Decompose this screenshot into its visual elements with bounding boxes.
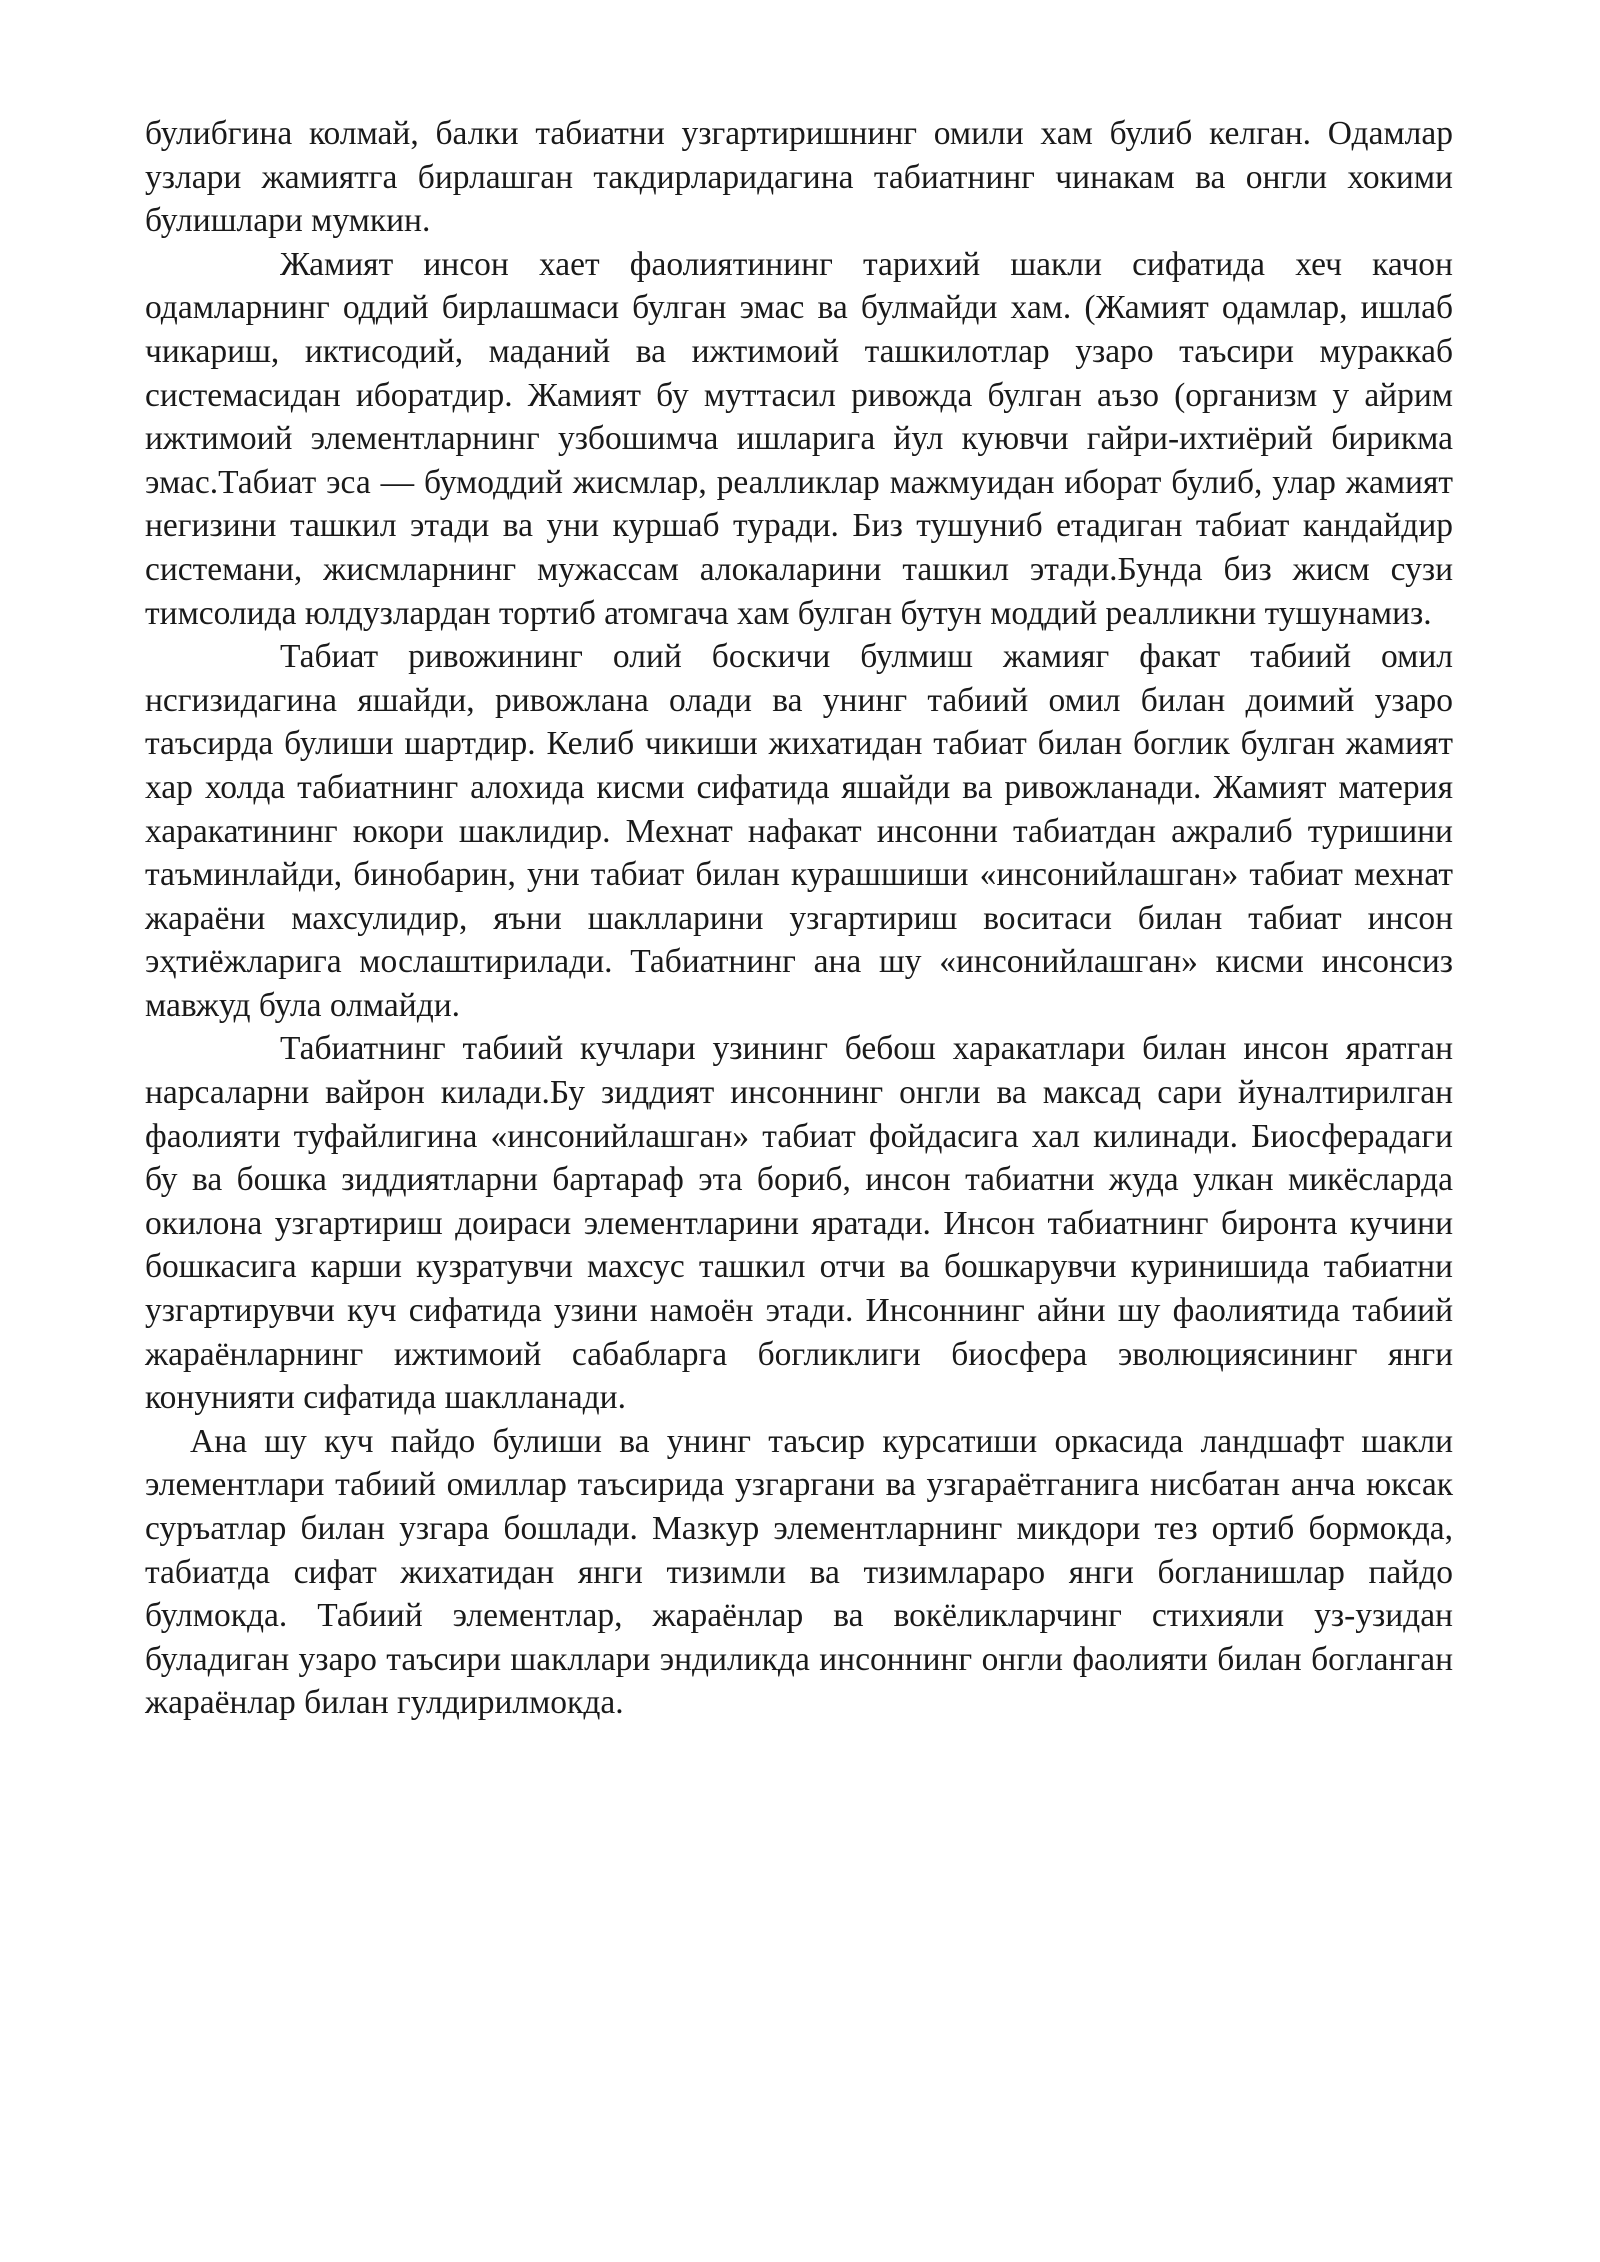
paragraph-2: Жамият инсон хает фаолиятининг тарихий шакли сифатида хеч качон одамларнинг оддий бирлашмаси булган эмас ва булмайди хам. (Жамият одамлар, ишлаб чикариш, иктисодий, маданий ва ижтимоий ташкилотлар узаро таъсири мураккаб системасидан иборатдир. Жамият бу муттасил ривожда булган аъзо (организм у айрим ижтимоий элементларнинг узбошимча ишларига йул куювчи гайри-ихтиёрий бирикма эмас.Табиат эса — бумоддий жисмлар, реалликлар мажмуидан иборат булиб, улар жамият негизини ташкил этади ва уни куршаб туради. Биз тушуниб етадиган табиат кандайдир системани, жисмларнинг мужассам алокаларини ташкил этади.Бунда биз жисм сузи тимсолида юлдузлардан тортиб атомгача хам булган бутун моддий реалликни тушунамиз. bbox=[145, 245, 1453, 632]
document-page bbox=[145, 112, 1453, 1725]
paragraph-4: Табиатнинг табиий кучлари узининг бебош харакатлари билан инсон яратган нарсаларни вайрон килади.Бу зиддият инсоннинг онгли ва максад сари йуналтирилган фаолияти туфайлигина «инсонийлашган» табиат фойдасига хал килинади. Биосферадаги бу ва бошка зиддиятларни бартараф эта бориб, инсон табиатни жуда улкан микёсларда окилона узгартириш доираси элементларини яратади. Инсон табиатнинг биронта кучини бошкасига карши кузратувчи махсус ташкил отчи ва бошкарувчи куринишида табиатни узгартирувчи куч сифатида узини намоён этади. Инсоннинг айни шу фаолиятида табиий жараёнларнинг ижтимоий сабабларга богликлиги биосфера эволюциясининг янги конунияти сифатида шаклланади. bbox=[145, 1030, 1453, 1417]
paragraph-5: Ана шу куч пайдо булиши ва унинг таъсир курсатиши оркасида ландшафт шакли элементлари табиий омиллар таъсирида узгаргани ва узгараётганига нисбатан анча юксак суръатлар билан узгара бошлади. Мазкур элементларнинг микдори тез ортиб бормокда, табиатда сифат жихатидан янги тизимли ва тизимлараро янги богланишлар пайдо булмокда. Табиий элементлар, жараёнлар ва вокёликларчинг стихияли уз-узидан буладиган узаро таъсири шакллари эндиликда инсоннинг онгли фаолияти билан богланган жараёнлар билан гулдирилмокда. bbox=[145, 1422, 1453, 1722]
paragraph-1: булибгина колмай, балки табиатни узгартиришнинг омили хам булиб келган. Одамлар узлари жамиятга бирлашган такдирларидагина табиатнинг чинакам ва онгли хокими булишлари мумкин. bbox=[145, 115, 1453, 240]
paragraph-3: Табиат ривожининг олий боскичи булмиш жамияг факат табиий омил нсгизидагина яшайди, ривожлана олади ва унинг табиий омил билан доимий узаро таъсирда булиши шартдир. Келиб чикиши жихатидан табиат билан боглик булган жамият хар холда табиатнинг алохида кисми сифатида яшайди ва ривожланади. Жамият материя харакатининг юкори шаклидир. Мехнат нафакат инсонни табиатдан ажралиб туришини таъминлайди, бинобарин, уни табиат билан курашшиши «инсонийлашган» табиат мехнат жараёни махсулидир, яъни шаклларини узгартириш воситаси билан табиат инсон эҳтиёжларига мослаштирилади. Табиатнинг ана шу «инсонийлашган» кисми инсонсиз мавжуд була олмайди. bbox=[145, 638, 1453, 1024]
